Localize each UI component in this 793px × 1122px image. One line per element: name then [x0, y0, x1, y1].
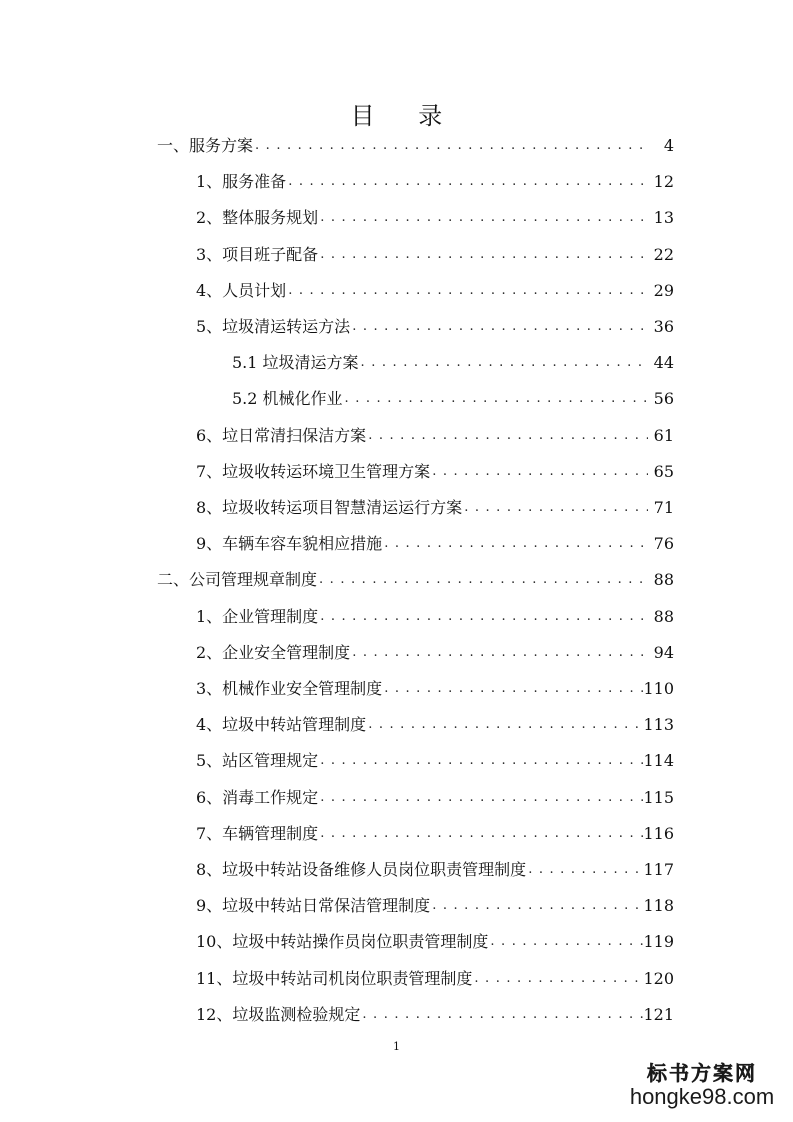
toc-dot-leader — [343, 389, 648, 409]
toc-entry[interactable] — [196, 707, 674, 735]
toc-dot-leader — [359, 353, 648, 373]
toc-entry[interactable] — [196, 780, 674, 808]
toc-dot-leader — [318, 607, 648, 627]
toc-entry[interactable] — [196, 200, 674, 228]
toc-entry-label: 10、垃圾中转站操作员岗位职责管理制度 — [196, 932, 489, 952]
toc-entry-page: 119 — [643, 932, 674, 952]
toc-dot-leader — [318, 788, 643, 808]
toc-entry[interactable] — [196, 997, 674, 1025]
toc-dot-leader — [317, 570, 648, 590]
toc-entry[interactable] — [196, 816, 674, 844]
toc-entry-page: 4 — [663, 136, 674, 155]
toc-entry[interactable] — [196, 418, 674, 446]
toc-dot-leader — [360, 1005, 643, 1025]
toc-entry[interactable] — [196, 924, 674, 952]
toc-entry-label: 1、企业管理制度 — [196, 606, 319, 626]
toc-dot-leader — [318, 824, 643, 844]
toc-dot-leader — [286, 172, 648, 192]
toc-dot-leader — [366, 715, 643, 735]
toc-entry-page: 56 — [653, 389, 674, 409]
toc-entry-label: 4、人员计划 — [196, 280, 287, 300]
toc-dot-leader — [472, 969, 643, 989]
toc-entry-label: 6、消毒工作规定 — [196, 787, 319, 807]
toc-entry[interactable] — [196, 490, 674, 518]
toc-dot-leader — [382, 534, 648, 554]
toc-entry[interactable] — [196, 164, 674, 192]
toc-entry-label: 3、项目班子配备 — [196, 244, 319, 264]
toc-entry-label: 5、站区管理规定 — [196, 751, 319, 771]
toc-entry[interactable] — [232, 381, 674, 409]
toc-entry-label: 2、企业安全管理制度 — [196, 642, 351, 662]
toc-entry[interactable] — [157, 562, 674, 590]
toc-entry-label: 5、垃圾清运转运方法 — [196, 317, 351, 336]
toc-entry-label: 1、服务准备 — [196, 172, 287, 192]
watermark-url-text: hongke98.com — [629, 1084, 775, 1109]
toc-dot-leader — [350, 317, 648, 337]
toc-entry-label: 9、垃圾中转站日常保洁管理制度 — [196, 896, 431, 916]
toc-entry-page: 71 — [653, 498, 674, 517]
toc-entry[interactable] — [196, 961, 674, 989]
toc-dot-leader — [253, 136, 648, 156]
toc-entry-page: 113 — [643, 715, 674, 735]
toc-entry-page: 118 — [643, 896, 674, 916]
toc-entry-page: 61 — [653, 425, 674, 445]
toc-entry-label: 7、垃圾收转运环境卫生管理方案 — [196, 461, 431, 481]
toc-entry[interactable] — [196, 273, 674, 301]
toc-dot-leader — [318, 208, 648, 228]
toc-entry[interactable] — [196, 888, 674, 916]
toc-entry-page: 121 — [643, 1004, 674, 1024]
toc-title: 目 录 — [350, 102, 461, 130]
toc-dot-leader — [382, 679, 643, 699]
toc-dot-leader — [430, 896, 643, 916]
toc-entry-page: 94 — [653, 642, 674, 662]
page-number: 1 — [393, 1040, 400, 1053]
toc-entry-label: 一、服务方案 — [157, 136, 254, 155]
watermark-brand-text: 标书方案网 — [647, 1061, 757, 1085]
toc-entry-page: 76 — [653, 534, 674, 554]
toc-entry-label: 4、垃圾中转站管理制度 — [196, 715, 367, 735]
toc-entry-page: 22 — [653, 244, 674, 264]
toc-entry-page: 114 — [643, 751, 674, 771]
toc-entry-page: 115 — [643, 787, 674, 807]
toc-entry-page: 65 — [653, 461, 674, 481]
toc-entry[interactable] — [232, 345, 674, 373]
toc-dot-leader — [488, 932, 643, 952]
toc-entry[interactable] — [196, 526, 674, 554]
toc-dot-leader — [430, 462, 648, 482]
toc-entry[interactable] — [157, 128, 674, 156]
toc-entry-label: 12、垃圾监测检验规定 — [196, 1004, 361, 1024]
toc-entry-label: 5.2 机械化作业 — [232, 389, 343, 409]
toc-dot-leader — [462, 498, 648, 518]
toc-entry-page: 116 — [643, 823, 674, 843]
toc-entry[interactable] — [196, 599, 674, 627]
toc-entry-label: 二、公司管理规章制度 — [157, 570, 318, 590]
toc-entry-page: 88 — [653, 606, 674, 626]
toc-dot-leader — [350, 643, 648, 663]
toc-dot-leader — [318, 245, 648, 265]
toc-dot-leader — [526, 860, 643, 880]
toc-entry-page: 120 — [643, 968, 674, 988]
toc-entry-page: 29 — [653, 280, 674, 300]
toc-entry-label: 7、车辆管理制度 — [196, 823, 319, 843]
toc-entry-page: 88 — [653, 570, 674, 590]
toc-entry-page: 36 — [653, 317, 674, 336]
toc-entry-label: 11、垃圾中转站司机岗位职责管理制度 — [196, 968, 473, 988]
watermark-logo — [627, 1057, 777, 1110]
toc-entry[interactable] — [196, 743, 674, 771]
toc-dot-leader — [366, 426, 648, 446]
toc-entry-label: 6、垃日常清扫保洁方案 — [196, 425, 367, 445]
toc-entry-page: 13 — [653, 208, 674, 228]
toc-entry[interactable] — [196, 237, 674, 265]
toc-entry-label: 8、垃圾收转运项目智慧清运运行方案 — [196, 498, 463, 517]
toc-entry-label: 9、车辆车容车貌相应措施 — [196, 534, 383, 554]
toc-entry-page: 110 — [643, 679, 674, 698]
toc-entry-label: 3、机械作业安全管理制度 — [196, 679, 383, 698]
toc-entry-page: 12 — [653, 172, 674, 192]
toc-dot-leader — [318, 751, 643, 771]
toc-entry-page: 44 — [653, 353, 674, 373]
toc-entry-label: 2、整体服务规划 — [196, 208, 319, 228]
toc-entry-label: 5.1 垃圾清运方案 — [232, 353, 359, 373]
toc-entry-label: 8、垃圾中转站设备维修人员岗位职责管理制度 — [196, 860, 527, 879]
toc-entry-page: 117 — [643, 860, 674, 879]
toc-entry[interactable] — [196, 309, 674, 337]
toc-entry[interactable] — [196, 635, 674, 663]
toc-dot-leader — [286, 281, 648, 301]
toc-entry[interactable] — [196, 852, 674, 880]
toc-entry[interactable] — [196, 454, 674, 482]
toc-entry[interactable] — [196, 671, 674, 699]
